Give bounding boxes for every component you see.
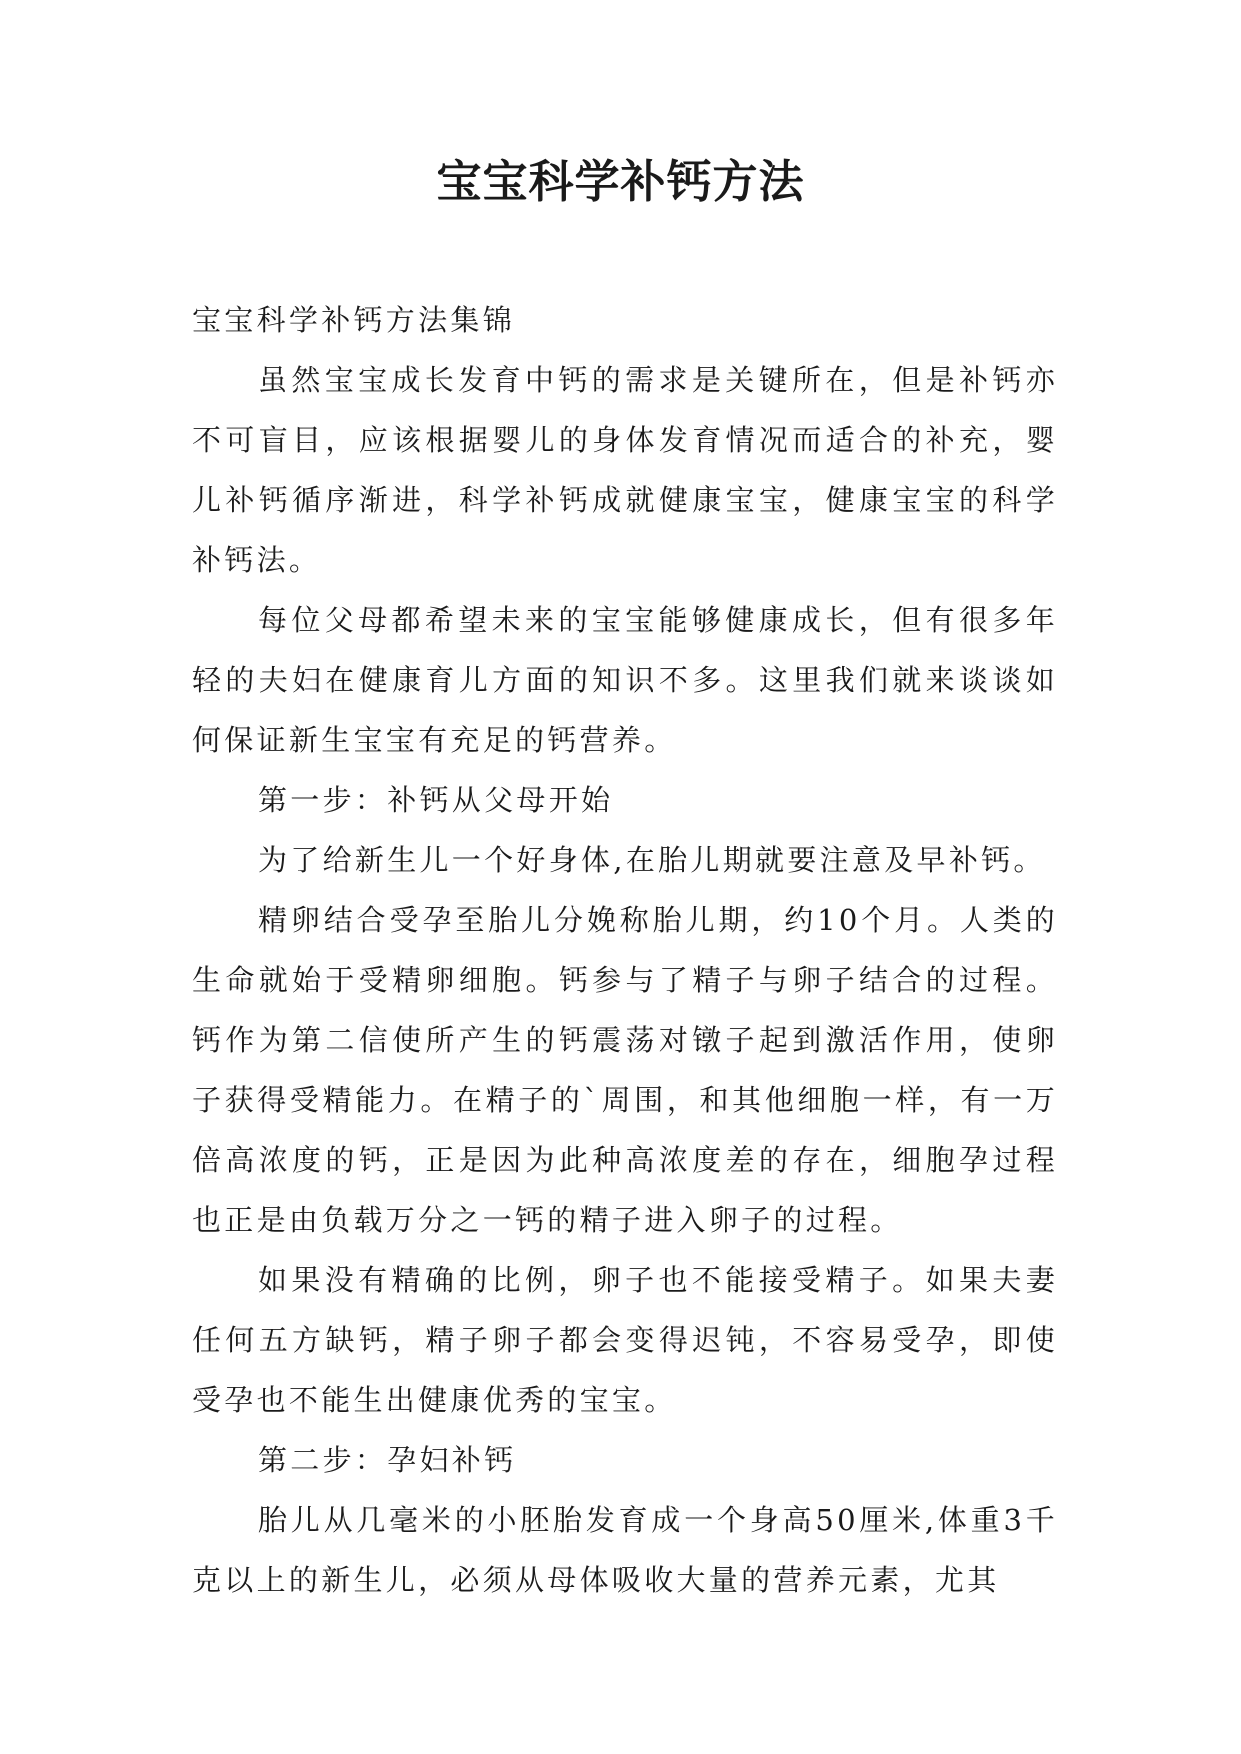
subtitle-paragraph: 宝宝科学补钙方法集锦: [192, 303, 516, 337]
body-paragraph: 虽然宝宝成长发育中钙的需求是关键所在，但是补钙亦不可盲目，应该根据婴儿的身体发育情况而适合的补充，婴儿补钙循序渐进，科学补钙成就健康宝宝，健康宝宝的科学补钙法。: [192, 363, 1058, 577]
section-heading: 第二步：孕妇补钙: [258, 1443, 517, 1477]
body-paragraph: 胎儿从几毫米的小胚胎发育成一个身高50厘米,体重3千克以上的新生儿，必须从母体吸收大量的营养元素，尤其: [192, 1503, 1058, 1597]
document-title: 宝宝科学补钙方法: [436, 155, 805, 208]
document-body: [192, 290, 1058, 1610]
body-paragraph: 为了给新生儿一个好身体,在胎儿期就要注意及早补钙。: [258, 843, 1046, 877]
section-heading: 第一步：补钙从父母开始: [258, 783, 614, 817]
body-paragraph: 精卵结合受孕至胎儿分娩称胎儿期，约10个月。人类的生命就始于受精卵细胞。钙参与了精子与卵子结合的过程。钙作为第二信使所产生的钙震荡对镦子起到激活作用，使卵子获得受精能力。在精子的`周围，和其他细胞一样，有一万倍高浓度的钙，正是因为此种高浓度差的存在，细胞孕过程也正是由负载万分之一钙的精子进入卵子的过程。: [192, 903, 1058, 1237]
body-paragraph: 如果没有精确的比例，卵子也不能接受精子。如果夫妻任何五方缺钙，精子卵子都会变得迟钝，不容易受孕，即使受孕也不能生出健康优秀的宝宝。: [192, 1263, 1058, 1417]
body-paragraph: 每位父母都希望未来的宝宝能够健康成长，但有很多年轻的夫妇在健康育儿方面的知识不多。这里我们就来谈谈如何保证新生宝宝有充足的钙营养。: [192, 603, 1058, 757]
